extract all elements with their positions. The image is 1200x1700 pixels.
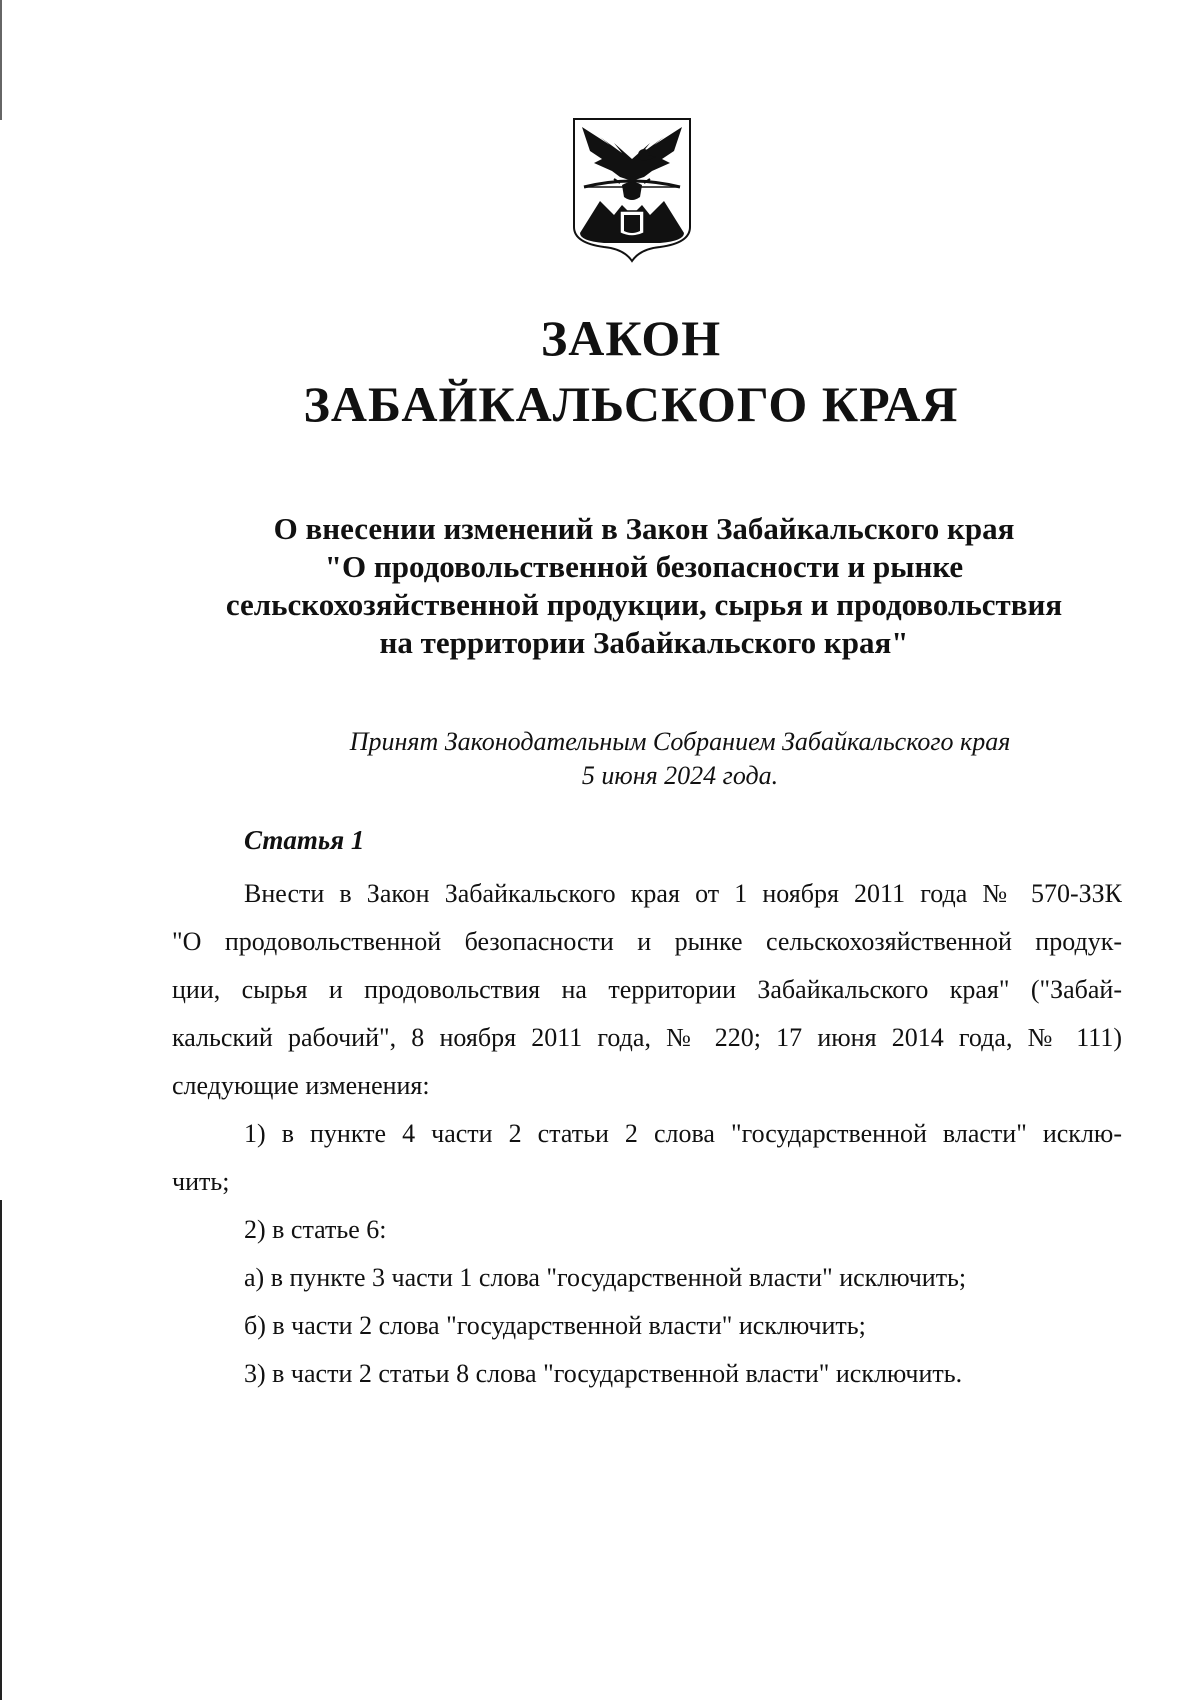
scan-edge-mark <box>0 0 2 120</box>
document-subject <box>150 510 1138 662</box>
body-line: кальский рабочий", 8 ноября 2011 года, № 220; 17 июня 2014 года, № 111) <box>172 1023 1122 1052</box>
coat-of-arms-icon <box>570 115 694 265</box>
body-line: ции, сырья и продовольствия на территории Забайкальского края" ("Забай- <box>172 975 1122 1004</box>
document-type-heading <box>0 305 1200 437</box>
subject-line: "О продовольственной безопасности и рынке <box>324 549 964 584</box>
article-title: Статья 1 <box>244 825 365 855</box>
body-line: 1) в пункте 4 части 2 статьи 2 слова "государственной власти" исклю- <box>244 1119 1122 1148</box>
heading-region: ЗАБАЙКАЛЬСКОГО КРАЯ <box>303 376 959 432</box>
body-line: б) в части 2 слова "государственной власти" исключить; <box>244 1311 866 1340</box>
article-body <box>172 870 1122 1398</box>
body-line: Внести в Закон Забайкальского края от 1 ноября 2011 года № 570-ЗЗК <box>244 879 1122 908</box>
body-line: чить; <box>172 1167 230 1196</box>
body-line: "О продовольственной безопасности и рынке сельскохозяйственной продук- <box>172 927 1122 956</box>
subject-line: на территории Забайкальского края" <box>379 625 909 660</box>
body-line: а) в пункте 3 части 1 слова "государственной власти" исключить; <box>244 1263 967 1292</box>
body-line: 3) в части 2 статьи 8 слова "государственной власти" исключить. <box>244 1359 963 1388</box>
adoption-line: Принят Законодательным Собранием Забайкальского края <box>349 727 1011 756</box>
adoption-note <box>300 725 1060 793</box>
subject-line: сельскохозяйственной продукции, сырья и продовольствия <box>225 587 1063 622</box>
heading-law: ЗАКОН <box>540 310 722 366</box>
adoption-date: 5 июня 2024 года. <box>581 761 779 790</box>
scan-edge-mark <box>0 1200 2 1700</box>
subject-line: О внесении изменений в Закон Забайкальского края <box>273 511 1015 546</box>
body-line: 2) в статье 6: <box>244 1215 387 1244</box>
body-line: следующие изменения: <box>172 1071 430 1100</box>
